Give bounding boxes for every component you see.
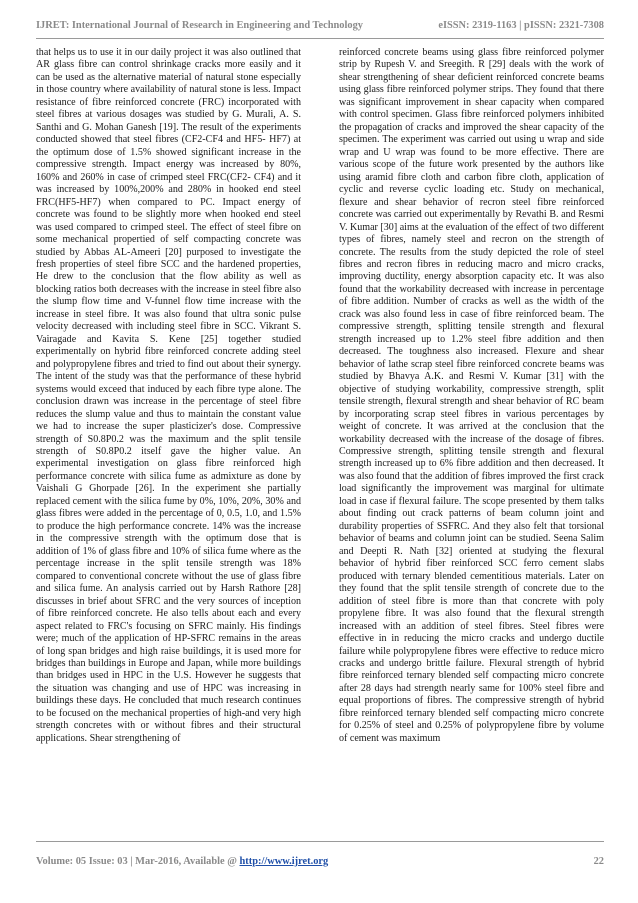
footer-volume-text: Volume: 05 Issue: 03 | Mar-2016, Available @	[36, 856, 240, 867]
journal-url-link[interactable]: http://www.ijret.org	[239, 856, 329, 867]
left-column-text: that helps us to use it in our daily project it was also outlined that AR glass fibre can control shrinkage cracks more easily and it can be used as the alternative material of natural stone especially in those country where availability of natural stone is less. Impact resistance of fibre reinforced concrete (FRC) incorporated with steel fibres at various dosages was studied by G. Murali, A. S. Santhi and G. Mohan Ganesh [19]. The result of the experiments conducted showed that steel fibres (CF2-CF4 and HF5- HF7) at the optimum dose of 1.5% showed significant increase in the compressive strength. Impact energy was increased by 80%, 160% and 260% in case of crimped steel FRC(CF2- CF4) and it was increased by 100%,200% and 280% in hooked end steel FRC(HF5-HF7) when compared to PC. Impact energy of concrete was found to be slightly more when hooked end steel was used compared to crimped steel. The effect of steel fibre on some mechanical propertied of self compacting concrete was studied by Abbas AL-Ameeri [20] purposed to investigate the fresh properties of steel fibre SCC and the hardened properties, He drew to the conclusion that the flow ability as well as blocking ratios both decreases with the increase in steel fibre also the slump flow time and V-funnel flow time increase with the increase in steel fibre. It was also found that ultra sonic pulse velocity decreased with including steel fibre in SCC. Vikrant S. Vairagade and Kavita S. Kene [25] together studied experimentally on hybrid fibre reinforced concrete adding steel and polypropylene fibres and tried to find out about their synergy. The intent of the study was that the performance of these hybrid systems would exceed that induced by each fibre type alone. The conclusion drawn was increase in the percentage of steel fibre reduces the slump value and thus to maintain the constant value we had to increase the super plasticizer's dose. Compressive strength of S0.8P0.2 was the maximum and the split tensile strength of S0.8P0.2 itself gave the higher value. An experimental investigation on glass fibre reinforced high performance concrete with silica fume as admixture as done by Vaishali G Ghorpade [26]. In the experiment she partially replaced cement with the silica fume by 0%, 10%, 20%, 30% and glass fibres were added in the percentage of 0, 0.5, 1.0, and 1.5% to produce the high performance concrete. 14% was the increase in the compressive strength with the optimum dose that is addition of 1% of glass fibre and 10% of silica fume where as the percentage increase in the split tensile strength was 18% compared to conventional concrete without the use of glass fibre and silica fume. An analysis carried out by Harsh Rathore [28] discusses in brief about SFRC and the very sources of inception of fibre reinforced concrete. He also tells about each and every aspect related to FRC's focusing on SFRC mainly. His findings were; much of the application of HP-SFRC remains in the areas of long span bridges and high raise buildings, it is used more for bridges than buildings in Europe and Japan, while more buildings than bridges used in HPC in the U.S. However he suggests that the situation was changing and use of HPC was increasing in buildings these days. He concluded that much research continues to be focused on the mechanical properties of high-and very high strength concretes with or without fibres and their structural applications. Shear strengthening of	[36, 47, 301, 744]
footer-volume-info	[36, 856, 328, 867]
right-column	[339, 47, 604, 839]
journal-title: IJRET: International Journal of Research in Engineering and Technology	[36, 20, 363, 31]
issn-label: eISSN: 2319-1163 | pISSN: 2321-7308	[438, 20, 604, 31]
page-number: 22	[593, 856, 604, 867]
header-divider	[36, 38, 604, 39]
footer-divider	[36, 841, 604, 842]
right-column-text: reinforced concrete beams using glass fibre reinforced polymer strip by Rupesh V. and Sreegith. R [29] deals with the work of shear strengthening of shear deficient reinforced concrete beams using glass fibre reinforced polymer strips. They found that there was significant improvement in shear capacity when compared with control specimen. Glass fibre reinforced polymers inhibited the propagation of cracks and improved the shear capacity of the specimen. The experiment was carried out using u wrap and side wrap and U wrap was found to be more effective. There are various scope of the future work presented by the authors like using aramid fibre cloth and carbon fibre cloth, application of cyclic and reverse cyclic loading etc. Study on mechanical, flexure and shear behavior of recron steel fibre reinforced concrete was carried out experimentally by Revathi B. and Resmi V. Kumar [30] aims at the evaluation of the effect of two different types of fibres, namely steel and recron on the strength of concrete. The results from the study depicted the role of steel fibres and recron fibres in reducing macro and micro cracks, improving ductility, energy absorption capacity etc. It was also found that the workability decreased with increase in percentage of fibre addition. Number of cracks as well as the width of the crack was also found less in case of fibre reinforced beam. The compressive strength, splitting tensile strength and flexural strength increased up to 1.2% steel fibre addition and then decreased. The toughness also increased. Flexure and shear behavior of lathe scrap steel fibre reinforced concrete beams was studied by Bhavya A.K. and Resmi V. Kumar [31] with the objective of studying workability, compressive strength, split tensile strength, flexural strength and shear behavior of RC beam by incorporating scrap steel fibres in various percentages by weight of concrete. It was arrived at the conclusion that the workability decreased with the increase of the dosage of fibres. Compressive strength, splitting tensile strength and flexural strength increased up to 6% fibre addition and then decreased. It was also found that the addition of fibres improved the first crack load significantly the improvement was marginal for ultimate load in case if flexural failure. The scope presented by them talks about finding out crack patterns of beam column joint and durability properties of SSFRC. And they also felt that torsional behavior of beams and column joint can be studied. Seena Salim and Deepti R. Nath [32] oriented at studying the flexural behavior of hybrid fiber reinforced SCC ferro cement slabs produced with ternary blended cementitious materials. Later on they found that the split tensile strength of concrete due to the addition of steel fibre is more than that concrete with poly propylene fibre. It was also found that the flexural strength increased with an addition of steel fibres. Steel fibres were effective in in reducing the micro cracks and undergo ductile failure while polypropylene fibres were effective to reduce micro cracks and undergo brittle failure. Flexural strength of hybrid fibre reinforced ternary blended self compacting micro concrete after 28 days had strength nearly same for 100% steel fibre and equal proportions of fibres. The compressive strength of hybrid fibre reinforced ternary blended self compacting micro concrete for 0.25% of steel and 0.25% of polypropylene fibre by volume of cement was maximum	[339, 47, 604, 744]
left-column	[36, 47, 301, 839]
